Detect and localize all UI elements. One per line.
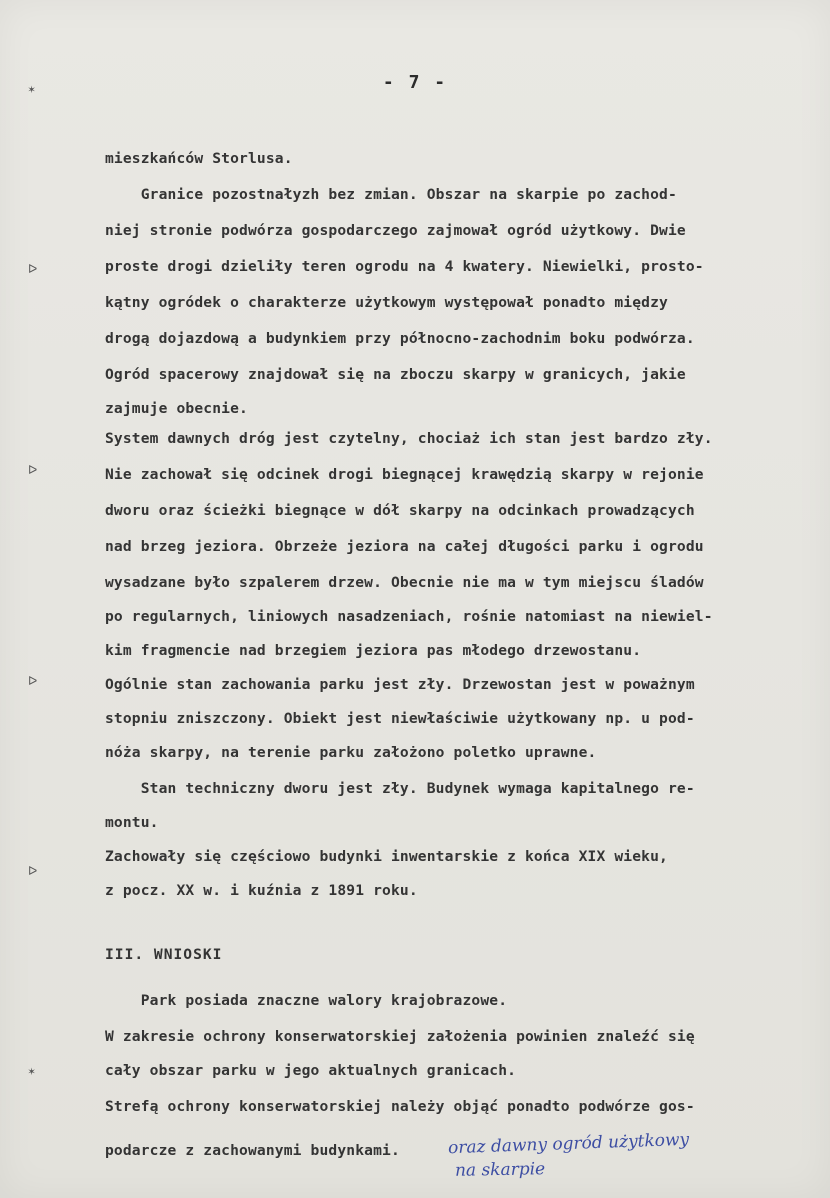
- text-line: nóża skarpy, na terenie parku założono poletko uprawne.: [105, 744, 597, 761]
- text-line: montu.: [105, 814, 159, 831]
- text-line: Strefą ochrony konserwatorskiej należy objąć ponadto podwórze gos-: [105, 1098, 695, 1115]
- punch-mark: ✶: [28, 1064, 36, 1078]
- text-line: Nie zachował się odcinek drogi biegnącej krawędzią skarpy w rejonie: [105, 466, 704, 483]
- text-line: System dawnych dróg jest czytelny, chociaż ich stan jest bardzo zły.: [105, 430, 713, 447]
- punch-mark: ᐅ: [28, 864, 38, 878]
- punch-mark: ᐅ: [28, 463, 38, 477]
- text-line: proste drogi dzieliły teren ogrodu na 4 kwatery. Niewielki, prosto-: [105, 258, 704, 275]
- handwritten-note: na skarpie: [454, 1159, 546, 1181]
- text-line: W zakresie ochrony konserwatorskiej założenia powinien znaleźć się: [105, 1028, 695, 1045]
- text-line: kątny ogródek o charakterze użytkowym występował ponadto między: [105, 294, 668, 311]
- text-line: wysadzane było szpalerem drzew. Obecnie nie ma w tym miejscu śladów: [105, 574, 704, 591]
- text-line: drogą dojazdową a budynkiem przy północno-zachodnim boku podwórza.: [105, 330, 695, 347]
- text-line: podarcze z zachowanymi budynkami.: [105, 1142, 400, 1159]
- text-line: niej stronie podwórza gospodarczego zajmował ogród użytkowy. Dwie: [105, 222, 686, 239]
- text-line: Granice pozostnałyzh bez zmian. Obszar na skarpie po zachod-: [105, 186, 677, 203]
- text-line: Stan techniczny dworu jest zły. Budynek wymaga kapitalnego re-: [105, 780, 695, 797]
- text-line: Park posiada znaczne walory krajobrazowe.: [105, 992, 508, 1009]
- handwritten-note: oraz dawny ogród użytkowy: [447, 1129, 690, 1159]
- text-line: Ogólnie stan zachowania parku jest zły. Drzewostan jest w poważnym: [105, 676, 695, 693]
- text-line: nad brzeg jeziora. Obrzeże jeziora na całej długości parku i ogrodu: [105, 538, 704, 555]
- punch-mark: ᐅ: [28, 674, 38, 688]
- text-line: mieszkańców Storlusa.: [105, 150, 293, 167]
- section-heading: III. WNIOSKI: [105, 946, 223, 963]
- text-line: dworu oraz ścieżki biegnące w dół skarpy na odcinkach prowadzących: [105, 502, 695, 519]
- text-line: kim fragmencie nad brzegiem jeziora pas młodego drzewostanu.: [105, 642, 642, 659]
- text-line: cały obszar parku w jego aktualnych granicach.: [105, 1062, 517, 1079]
- text-line: Ogród spacerowy znajdował się na zboczu skarpy w granicych, jakie: [105, 366, 686, 383]
- text-line: stopniu zniszczony. Obiekt jest niewłaściwie użytkowany np. u pod-: [105, 710, 695, 727]
- text-line: zajmuje obecnie.: [105, 400, 248, 417]
- punch-mark: ✶: [28, 82, 36, 96]
- text-line: po regularnych, liniowych nasadzeniach, rośnie natomiast na niewiel-: [105, 608, 713, 625]
- punch-mark: ᐅ: [28, 262, 38, 276]
- text-line: z pocz. XX w. i kuźnia z 1891 roku.: [105, 882, 418, 899]
- page-number: - 7 -: [382, 72, 448, 93]
- text-line: Zachowały się częściowo budynki inwentarskie z końca XIX wieku,: [105, 848, 668, 865]
